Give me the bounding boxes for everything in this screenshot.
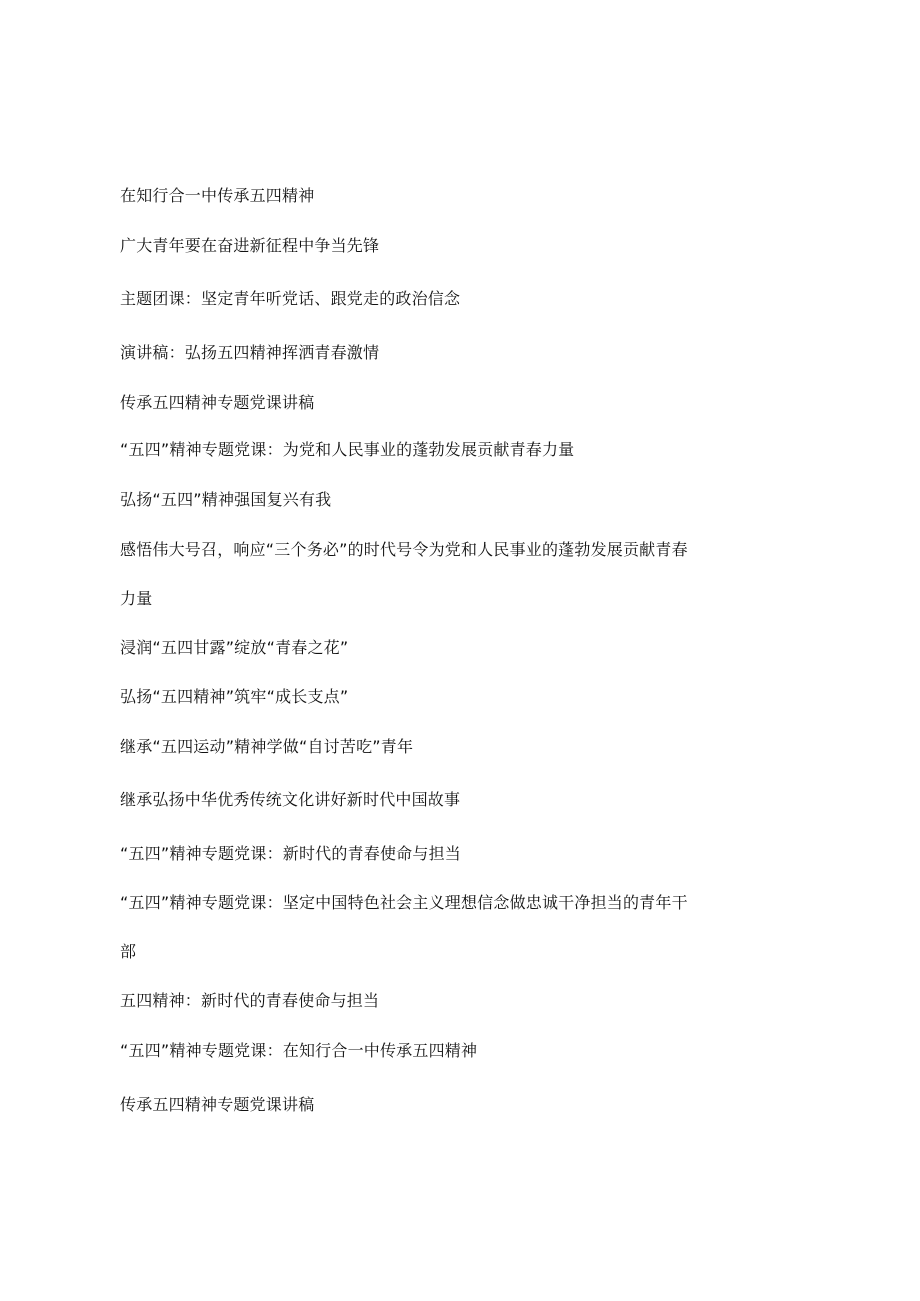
list-item: 广大青年要在奋进新征程中争当先锋 [120,236,380,255]
list-item: “五四”精神专题党课：在知行合一中传承五四精神 [120,1041,478,1060]
list-item: 感悟伟大号召，响应“三个务必”的时代号令为党和人民事业的蓬勃发展贡献青春 [120,540,688,559]
list-item: 弘扬“五四精神”筑牢“成长支点” [120,687,349,706]
list-item: 浸润“五四甘露”绽放“青春之花” [120,638,349,657]
list-item: 部 [120,942,137,961]
list-item: 演讲稿：弘扬五四精神挥洒青春激情 [120,343,380,362]
list-item: “五四”精神专题党课：为党和人民事业的蓬勃发展贡献青春力量 [120,440,575,459]
list-item: 继承“五四运动”精神学做“自讨苦吃”青年 [120,737,414,756]
list-item: 弘扬“五四”精神强国复兴有我 [120,490,332,509]
list-item: 传承五四精神专题党课讲稿 [120,1095,315,1114]
list-item: “五四”精神专题党课：坚定中国特色社会主义理想信念做忠诚干净担当的青年干 [120,893,688,912]
list-item: 在知行合一中传承五四精神 [120,186,315,205]
list-item: 力量 [120,589,153,608]
list-item: 继承弘扬中华优秀传统文化讲好新时代中国故事 [120,790,461,809]
list-item: 传承五四精神专题党课讲稿 [120,393,315,412]
list-item: 主题团课：坚定青年听党话、跟党走的政治信念 [120,289,461,308]
list-item: 五四精神：新时代的青春使命与担当 [120,991,380,1010]
list-item: “五四”精神专题党课：新时代的青春使命与担当 [120,844,461,863]
